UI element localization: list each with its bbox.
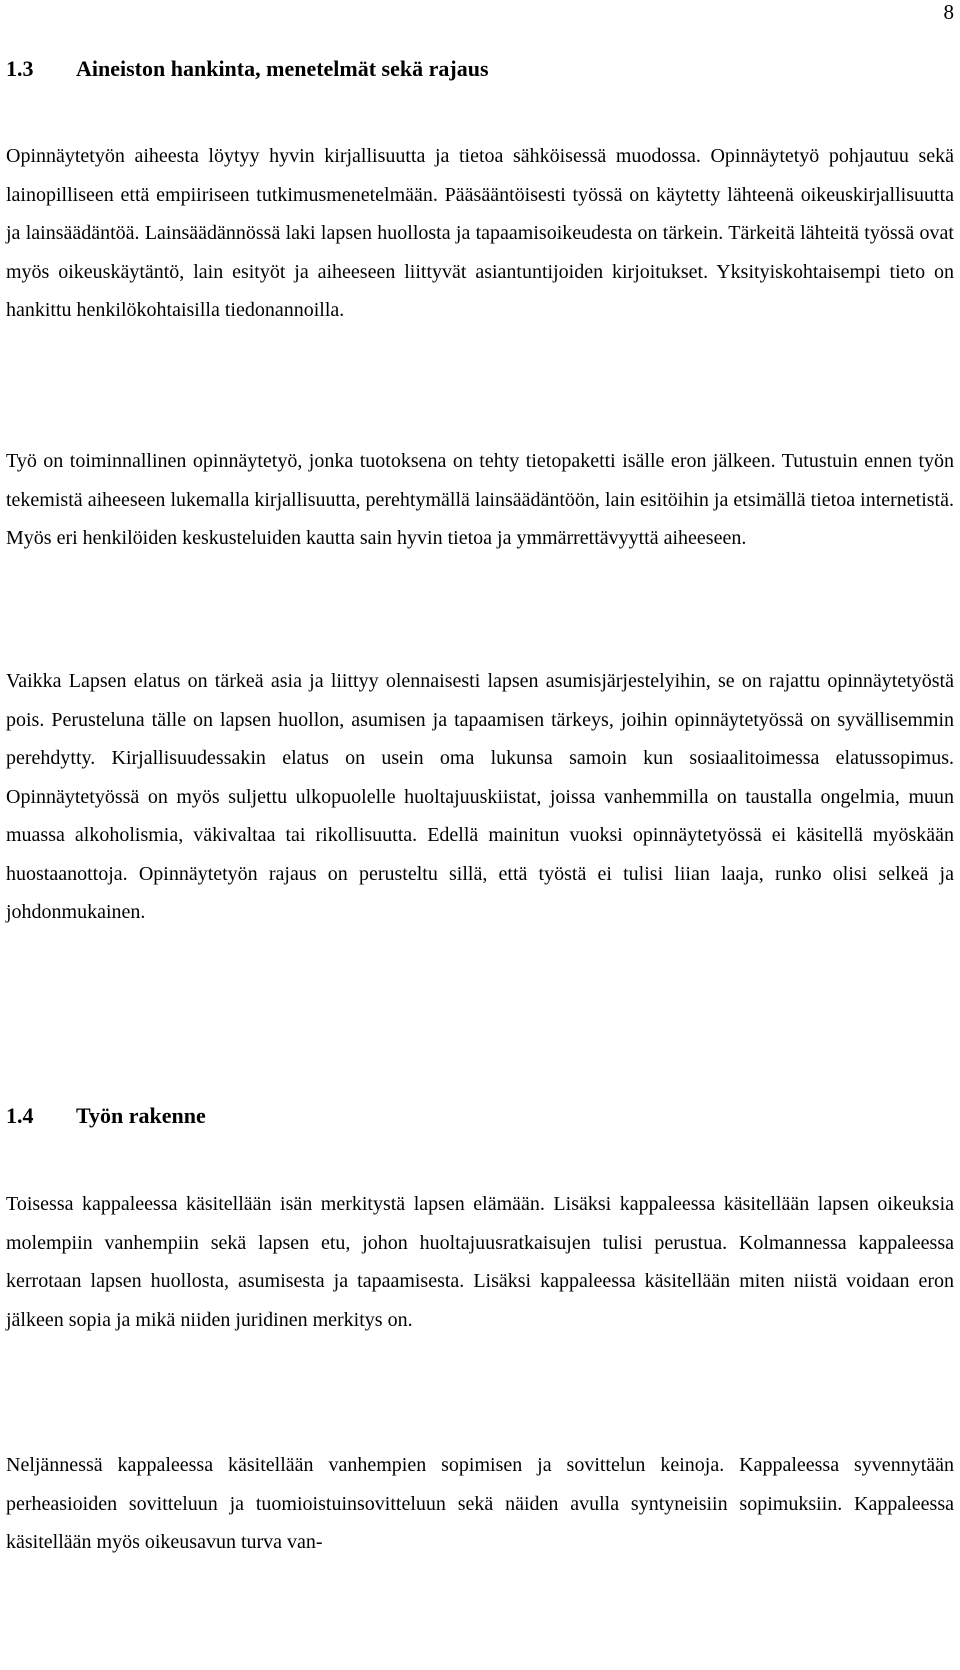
paragraph: Opinnäytetyön aiheesta löytyy hyvin kirjallisuutta ja tietoa sähköisessä muodossa. Opinnäytetyö pohjautuu sekä lainopilliseen että empiiriseen tutkimusmenetelmään. Pääsääntöisesti työssä on käytetty lähteenä oikeuskirjallisuutta ja lainsäädäntöä. Lainsäädännössä laki lapsen huollosta ja tapaamisoikeudesta on tärkein. Tärkeitä lähteitä työssä ovat myös oikeuskäytäntö, lain esityöt ja aiheeseen liittyvät asiantuntijoiden kirjoitukset. Yksityiskohtaisempi tieto on hankittu henkilökohtaisilla tiedonannoilla.: [6, 145, 954, 321]
paragraph: Työ on toiminnallinen opinnäytetyö, jonka tuotoksena on tehty tietopaketti isälle eron jälkeen. Tutustuin ennen työn tekemistä aiheeseen lukemalla kirjallisuutta, perehtymällä lainsäädäntöön, lain esitöihin ja etsimällä tietoa internetistä. Myös eri henkilöiden keskusteluiden kautta sain hyvin tietoa ja ymmärrettävyyttä aiheeseen.: [6, 450, 954, 549]
page-number: 8: [943, 0, 954, 24]
section-number: 1.3: [6, 56, 34, 81]
section-title: Aineiston hankinta, menetelmät sekä rajaus: [76, 56, 489, 81]
section-heading: [6, 1103, 206, 1129]
section-heading: [6, 56, 489, 82]
section-title: Työn rakenne: [76, 1103, 206, 1128]
paragraph: Toisessa kappaleessa käsitellään isän merkitystä lapsen elämään. Lisäksi kappaleessa käsitellään lapsen oikeuksia molempiin vanhempiin sekä lapsen etu, johon huoltajuusratkaisujen tulisi perustua. Kolmannessa kappaleessa kerrotaan lapsen huollosta, asumisesta ja tapaamisesta. Lisäksi kappaleessa käsitellään miten niistä voidaan eron jälkeen sopia ja mikä niiden juridinen merkitys on.: [6, 1193, 954, 1331]
paragraph: Vaikka Lapsen elatus on tärkeä asia ja liittyy olennaisesti lapsen asumisjärjestelyihin, se on rajattu opinnäytetyöstä pois. Perusteluna tälle on lapsen huollon, asumisen ja tapaamisen tärkeys, joihin opinnäytetyössä on syvällisemmin perehdytty. Kirjallisuudessakin elatus on usein oma lukunsa samoin kun sosiaalitoimessa elatussopimus. Opinnäytetyössä on myös suljettu ulkopuolelle huoltajuuskiistat, joissa vanhemmilla on taustalla ongelmia, muun muassa alkoholismia, väkivaltaa tai rikollisuutta. Edellä mainitun vuoksi opinnäytetyössä ei käsitellä myöskään huostaanottoja. Opinnäytetyön rajaus on perusteltu sillä, että työstä ei tulisi liian laaja, runko olisi selkeä ja johdonmukainen.: [6, 670, 954, 923]
paragraph: Neljännessä kappaleessa käsitellään vanhempien sopimisen ja sovittelun keinoja. Kappaleessa syvennytään perheasioiden sovitteluun ja tuomioistuinsovitteluun sekä näiden avulla syntyneisiin sopimuksiin. Kappaleessa käsitellään myös oikeusavun turva van-: [6, 1454, 954, 1553]
section-number: 1.4: [6, 1103, 34, 1128]
